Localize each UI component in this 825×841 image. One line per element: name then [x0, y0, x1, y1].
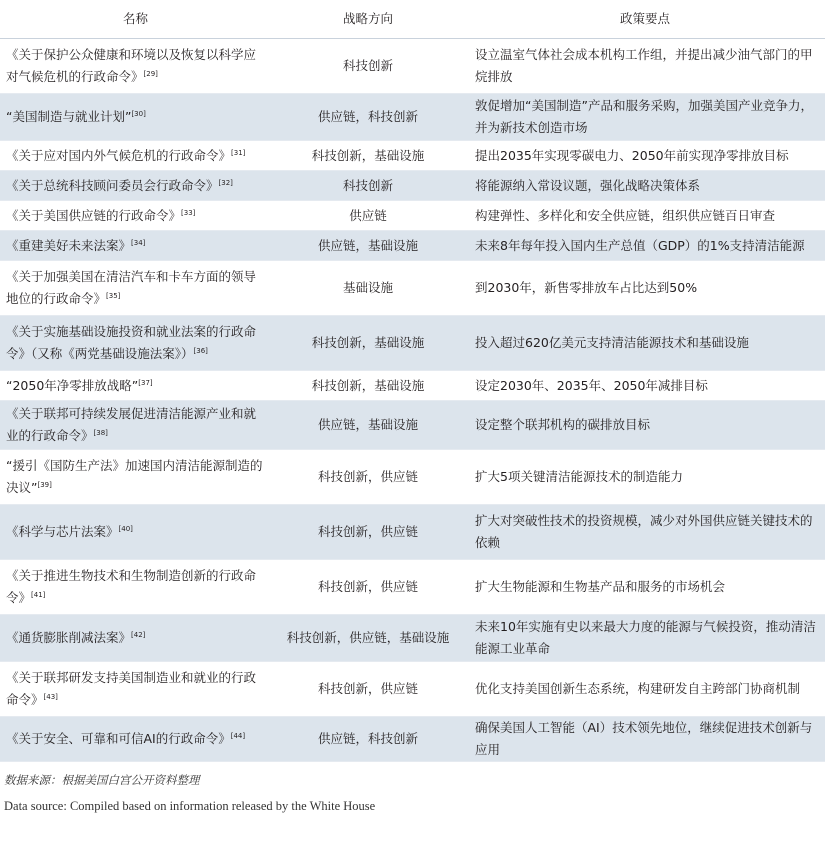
policy-name-cell: [0, 505, 271, 560]
table-body: [0, 39, 825, 762]
policy-name: 《关于联邦可持续发展促进清洁能源产业和就业的行政命令》: [6, 406, 257, 443]
policy-points: 扩大5项关键清洁能源技术的制造能力: [475, 469, 683, 484]
policy-name-cell: [0, 316, 271, 371]
strategic-direction: 科技创新，供应链: [317, 524, 418, 539]
policy-name-cell: [0, 450, 271, 505]
table-row: [0, 94, 825, 141]
reference-mark: [35]: [106, 292, 121, 300]
policy-name: 《关于应对国内外气候危机的行政命令》: [6, 147, 232, 163]
policy-points: 扩大生物能源和生物基产品和服务的市场机会: [475, 579, 726, 594]
strategic-direction: 科技创新，供应链: [317, 579, 418, 594]
reference-mark: [40]: [118, 525, 133, 533]
policy-name-cell: [0, 261, 271, 316]
policy-name: 《关于安全、可靠和可信AI的行政命令》: [6, 731, 231, 746]
reference-mark: [36]: [193, 347, 208, 355]
reference-mark: [41]: [31, 591, 46, 599]
reference-mark: [32]: [218, 178, 233, 187]
strategic-direction: 科技创新，基础设施: [311, 377, 425, 393]
policy-name-cell: [0, 560, 271, 615]
policy-name-cell: [0, 371, 271, 401]
policy-name-cell: [0, 171, 271, 201]
table-row: [0, 261, 825, 316]
policy-name: 《关于联邦研发支持美国制造业和就业的行政命令》: [6, 670, 257, 707]
reference-mark: [43]: [43, 693, 58, 701]
policy-name-cell: [0, 717, 271, 762]
table-row: [0, 371, 825, 401]
policy-name-cell: [0, 231, 271, 261]
policy-points: 构建弹性、多样化和安全供应链，组织供应链百日审查: [475, 207, 776, 223]
policy-name-cell: [0, 39, 271, 94]
reference-mark: [38]: [93, 429, 108, 437]
reference-mark: [30]: [131, 110, 146, 118]
reference-mark: [44]: [230, 732, 246, 740]
policy-name-cell: [0, 94, 271, 141]
policy-points: 未来10年实施有史以来最大力度的能源与气候投资，推动清洁能源工业革命: [475, 619, 816, 656]
reference-mark: [39]: [37, 481, 52, 489]
source-note-en: Data source: Compiled based on information released by the White House: [4, 799, 376, 813]
policy-name: “2050年净零排放战略”: [6, 377, 139, 393]
policy-name: 《关于保护公众健康和环境以及恢复以科学应对气候危机的行政命令》: [6, 47, 257, 84]
reference-mark: [37]: [138, 378, 153, 387]
policy-points: 设定整个联邦机构的碳排放目标: [475, 417, 651, 432]
reference-mark: [33]: [181, 208, 196, 217]
reference-mark: [29]: [143, 70, 158, 78]
table-row: [0, 615, 825, 662]
table-row: [0, 171, 825, 201]
strategic-direction: 科技创新，基础设施: [311, 147, 425, 163]
table-row: [0, 505, 825, 560]
table-row: [0, 401, 825, 450]
table-row: [0, 231, 825, 261]
policy-name: 《关于总统科技顾问委员会行政命令》: [6, 177, 219, 193]
header-name: 名称: [0, 0, 271, 39]
policy-name: 《通货膨胀削减法案》: [6, 630, 132, 645]
strategic-direction: 科技创新: [342, 177, 393, 193]
policy-name: 《关于美国供应链的行政命令》: [6, 207, 182, 223]
policy-points: 到2030年，新售零排放车占比达到50%: [475, 280, 698, 295]
policy-points: 提出2035年实现零碳电力、2050年前实现净零排放目标: [475, 147, 789, 163]
policy-points: 扩大对突破性技术的投资规模，减少对外国供应链关键技术的依赖: [475, 513, 813, 550]
table-row: [0, 450, 825, 505]
policy-name: “援引《国防生产法》加速国内清洁能源制造的决议”: [6, 458, 263, 495]
strategic-direction: 基础设施: [342, 280, 393, 295]
table-header-row: [0, 0, 825, 39]
strategic-direction: 科技创新，基础设施: [311, 335, 425, 350]
table-row: [0, 560, 825, 615]
policy-points: 设立温室气体社会成本机构工作组，并提出减少油气部门的甲烷排放: [475, 47, 813, 84]
policy-name-cell: [0, 141, 271, 171]
source-note-cn: 数据来源：根据美国白宫公开资料整理: [4, 773, 200, 787]
reference-mark: [31]: [231, 148, 246, 157]
reference-mark: [34]: [131, 238, 146, 247]
policy-name-cell: [0, 201, 271, 231]
strategic-direction: 科技创新，供应链: [317, 469, 418, 484]
policy-name: “美国制造与就业计划”: [6, 109, 132, 124]
table-row: [0, 316, 825, 371]
strategic-direction: 供应链，基础设施: [317, 417, 418, 432]
table-row: [0, 141, 825, 171]
strategic-direction: 供应链，科技创新: [317, 731, 418, 746]
policy-name-cell: [0, 401, 271, 450]
reference-mark: [42]: [131, 631, 146, 639]
policy-name: 《科学与芯片法案》: [6, 524, 119, 539]
policy-name: 《关于实施基础设施投资和就业法案的行政命令》（又称《两党基础设施法案》）: [6, 324, 257, 361]
strategic-direction: 科技创新，供应链: [317, 681, 418, 696]
policy-points: 敦促增加“美国制造”产品和服务采购，加强美国产业竞争力，并为新技术创造市场: [475, 98, 813, 135]
policy-name: 《重建美好未来法案》: [6, 237, 132, 253]
header-direction: 战略方向: [271, 0, 465, 39]
table-row: [0, 39, 825, 94]
policy-name: 《关于推进生物技术和生物制造创新的行政命令》: [6, 568, 257, 605]
header-points: 政策要点: [465, 0, 825, 39]
strategic-direction: 供应链，科技创新: [317, 109, 418, 124]
policy-points: 设定2030年、2035年、2050年减排目标: [475, 377, 708, 393]
strategic-direction: 科技创新: [342, 58, 393, 73]
strategic-direction: 供应链: [349, 207, 387, 223]
policy-points: 将能源纳入常设议题，强化战略决策体系: [475, 177, 701, 193]
policy-points: 投入超过620亿美元支持清洁能源技术和基础设施: [475, 335, 749, 350]
policy-name-cell: [0, 615, 271, 662]
table-row: [0, 662, 825, 717]
strategic-direction: 供应链，基础设施: [317, 237, 418, 253]
table-row: [0, 717, 825, 762]
policy-points: 优化支持美国创新生态系统，构建研发自主跨部门协商机制: [475, 681, 801, 696]
policy-name: 《关于加强美国在清洁汽车和卡车方面的领导地位的行政命令》: [6, 269, 257, 306]
strategic-direction: 科技创新，供应链，基础设施: [286, 630, 450, 645]
source-note: [0, 770, 825, 816]
policy-points: 确保美国人工智能（AI）技术领先地位，继续促进技术创新与应用: [475, 720, 813, 757]
policy-name-cell: [0, 662, 271, 717]
table-row: [0, 201, 825, 231]
policy-points: 未来8年每年投入国内生产总值（GDP）的1%支持清洁能源: [475, 237, 805, 253]
